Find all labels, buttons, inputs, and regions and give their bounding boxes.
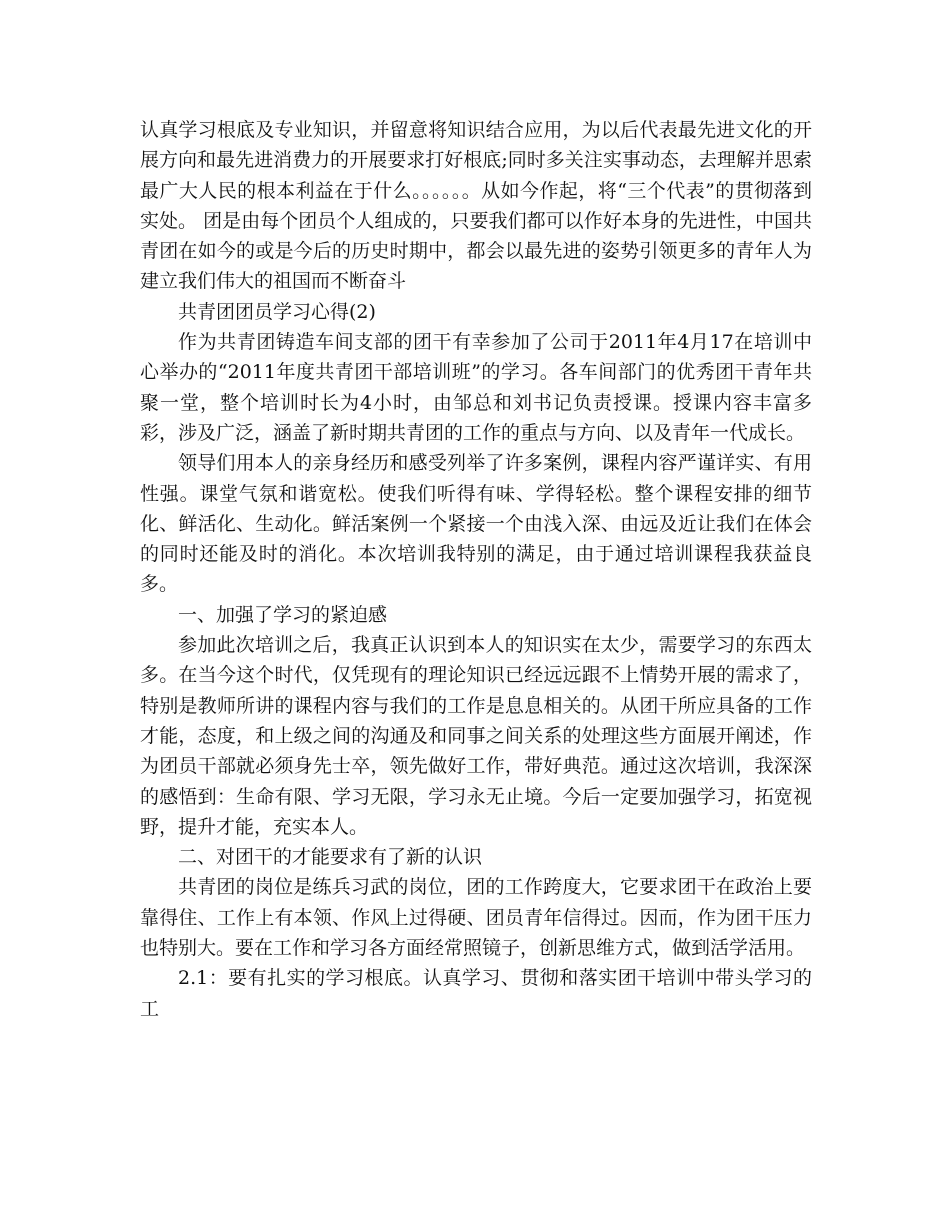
section-heading: 共青团团员学习心得(2) [178, 300, 376, 323]
body-paragraph: 领导们用本人的亲身经历和感受列举了许多案例，课程内容严谨详实、有用性强。课堂气氛和谐宽松。使我们听得有味、学得轻松。整个课程安排的细节化、鲜活化、生动化。鲜活案例一个紧接一个由浅入深、由远及近让我们在体会的同时还能及时的消化。本次培训我特别的满足，由于通过培训课程我获益良多。 [140, 452, 812, 596]
body-paragraph: 认真学习根底及专业知识，并留意将知识结合应用，为以后代表最先进文化的开展方向和最先进消费力的开展要求打好根底;同时多关注实事动态，去理解并思索最广大人民的根本利益在于什么。。。。。。从如今作起，将“三个代表”的贯彻落到实处。 团是由每个团员个人组成的，只要我们都可以作好本身的先进性，中国共青团在如今的或是今后的历史时期中，都会以最先进的姿势引领更多的青年人为建立我们伟大的祖国而不断奋斗 [140, 119, 812, 293]
body-paragraph: 共青团的岗位是练兵习武的岗位，团的工作跨度大，它要求团干在政治上要靠得住、工作上有本领、作风上过得硬、团员青年信得过。因而，作为团干压力也特别大。要在工作和学习各方面经常照镜子，创新思维方式，做到活学活用。 [140, 876, 812, 960]
body-paragraph: 作为共青团铸造车间支部的团干有幸参加了公司于2011年4月17在培训中心举办的“2011年度共青团干部培训班”的学习。各车间部门的优秀团干青年共聚一堂，整个培训时长为4小时，由邹总和刘书记负责授课。授课内容丰富多彩，涉及广泛，涵盖了新时期共青团的工作的重点与方向、以及青年一代成长。 [140, 331, 812, 444]
section-heading: 二、对团干的才能要求有了新的认识 [178, 846, 483, 869]
section-heading: 一、加强了学习的紧迫感 [178, 603, 388, 626]
body-paragraph: 参加此次培训之后，我真正认识到本人的知识实在太少，需要学习的东西太多。在当今这个时代，仅凭现有的理论知识已经远远跟不上情势开展的需求了，特别是教师所讲的课程内容与我们的工作是息息相关的。从团干所应具备的工作才能，态度，和上级之间的沟通及和同事之间关系的处理这些方面展开阐述，作为团员干部就必须身先士卒，领先做好工作，带好典范。通过这次培训，我深深的感悟到：生命有限、学习无限，学习永无止境。今后一定要加强学习，拓宽视野，提升才能，充实本人。 [140, 634, 812, 838]
document-page [140, 115, 812, 1024]
body-paragraph: 2.1：要有扎实的学习根底。认真学习、贯彻和落实团干培训中带头学习的工 [140, 967, 812, 1020]
